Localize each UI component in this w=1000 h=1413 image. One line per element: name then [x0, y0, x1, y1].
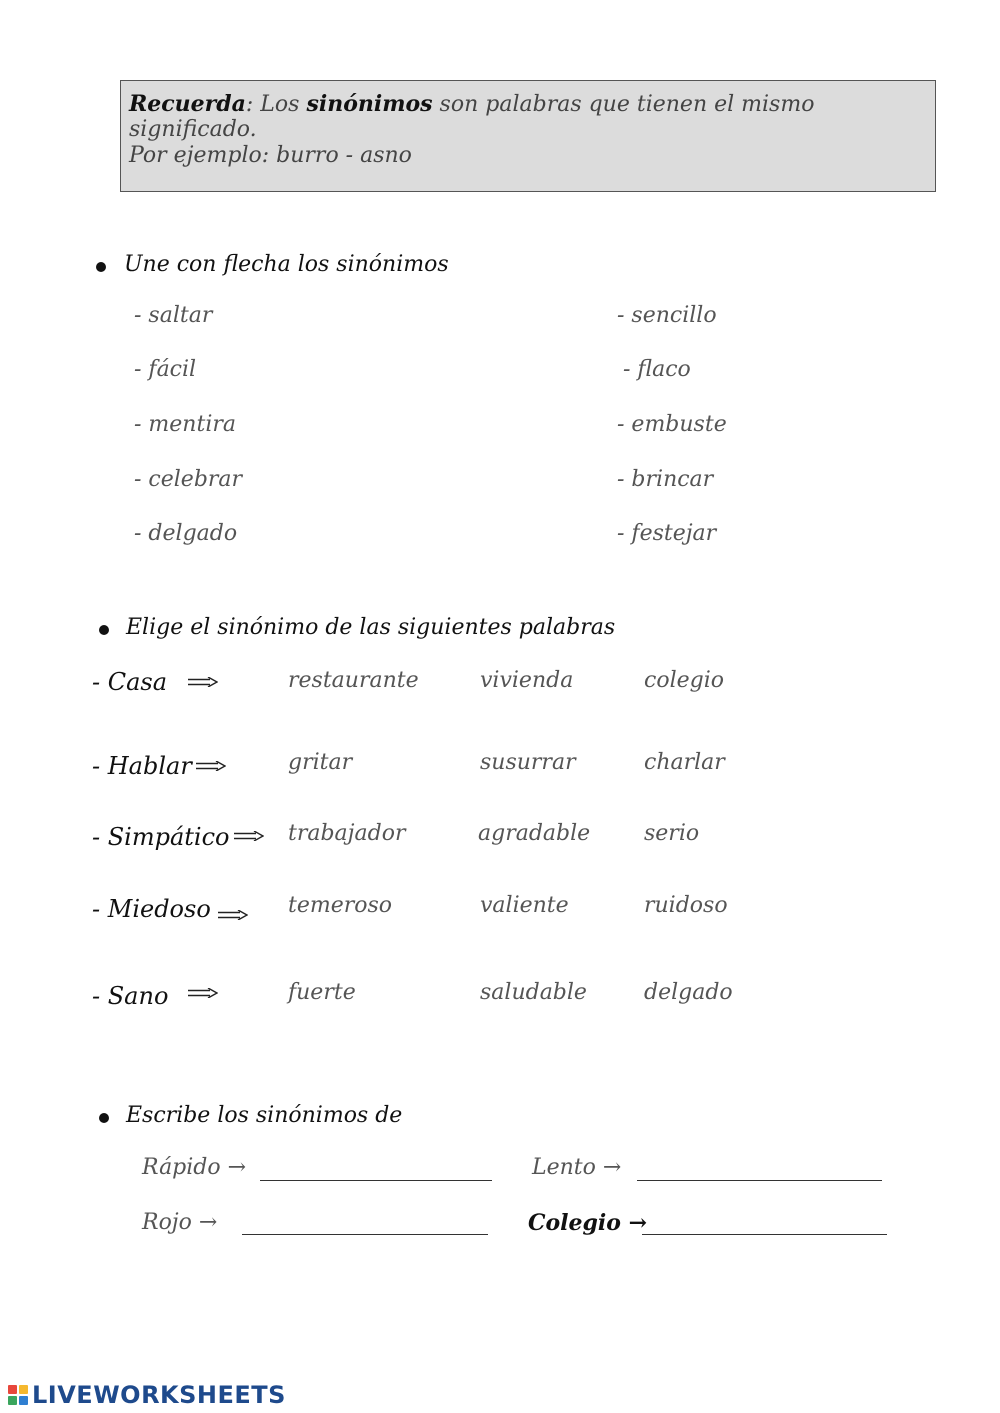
left-word-2[interactable]: - fácil: [134, 357, 197, 382]
option-4-1[interactable]: temeroso: [288, 893, 393, 918]
bullet-icon: [99, 1113, 109, 1123]
option-5-3[interactable]: delgado: [644, 980, 733, 1005]
logo-text: LIVEWORKSHEETS: [32, 1381, 286, 1409]
fill-label-lento: Lento →: [532, 1155, 622, 1180]
reminder-text-b: son palabras que tienen el mismo significado.: [129, 92, 815, 142]
bullet-icon: [96, 262, 106, 272]
fill-label-rapido: Rápido →: [142, 1155, 247, 1180]
double-arrow-icon: [188, 988, 218, 998]
choice-word-3: - Simpático: [92, 823, 230, 851]
right-word-5[interactable]: - festejar: [617, 521, 717, 546]
right-word-4[interactable]: - brincar: [617, 467, 714, 492]
option-3-1[interactable]: trabajador: [288, 821, 406, 846]
left-word-5[interactable]: - delgado: [134, 521, 238, 546]
liveworksheets-logo[interactable]: [8, 1380, 286, 1410]
logo-block: [8, 1385, 17, 1394]
reminder-example: Por ejemplo: burro - asno: [129, 143, 412, 168]
option-5-1[interactable]: fuerte: [288, 980, 356, 1005]
answer-line-rojo[interactable]: [242, 1234, 488, 1235]
option-1-1[interactable]: restaurante: [288, 668, 419, 693]
option-4-3[interactable]: ruidoso: [644, 893, 728, 918]
reminder-keyword: sinónimos: [306, 91, 433, 117]
double-arrow-icon: [196, 761, 226, 771]
logo-blocks-icon: [8, 1385, 28, 1405]
option-4-2[interactable]: valiente: [480, 893, 569, 918]
section3-heading: Escribe los sinónimos de: [126, 1103, 403, 1128]
answer-line-rapido[interactable]: [260, 1180, 492, 1181]
option-1-3[interactable]: colegio: [644, 668, 724, 693]
option-2-1[interactable]: gritar: [288, 750, 353, 775]
bullet-icon: [99, 625, 109, 635]
reminder-box: [120, 80, 936, 192]
option-3-3[interactable]: serio: [644, 821, 700, 846]
logo-block: [19, 1396, 28, 1405]
logo-block: [8, 1396, 17, 1405]
choice-word-4: - Miedoso: [92, 895, 211, 923]
answer-line-lento[interactable]: [637, 1180, 882, 1181]
reminder-text-a: : Los: [245, 92, 307, 117]
reminder-line-1: [129, 91, 935, 142]
logo-block: [19, 1385, 28, 1394]
right-word-1[interactable]: - sencillo: [617, 303, 717, 328]
double-arrow-icon: [218, 910, 248, 920]
right-word-2[interactable]: - flaco: [623, 357, 691, 382]
left-word-4[interactable]: - celebrar: [134, 467, 243, 492]
double-arrow-icon: [234, 831, 264, 841]
reminder-label: Recuerda: [129, 91, 246, 117]
double-arrow-icon: [188, 677, 218, 687]
choice-word-5: - Sano: [92, 982, 169, 1010]
right-word-3[interactable]: - embuste: [617, 412, 727, 437]
option-2-3[interactable]: charlar: [644, 750, 725, 775]
section2-heading: Elige el sinónimo de las siguientes palabras: [126, 615, 616, 640]
left-word-3[interactable]: - mentira: [134, 412, 236, 437]
choice-word-2: - Hablar: [92, 752, 192, 780]
option-3-2[interactable]: agradable: [478, 821, 591, 846]
fill-label-rojo: Rojo →: [142, 1210, 218, 1235]
answer-line-colegio[interactable]: [642, 1234, 887, 1235]
section1-heading: Une con flecha los sinónimos: [124, 252, 449, 277]
option-1-2[interactable]: vivienda: [480, 668, 574, 693]
fill-label-colegio: Colegio →: [528, 1210, 648, 1236]
left-word-1[interactable]: - saltar: [134, 303, 213, 328]
option-5-2[interactable]: saludable: [480, 980, 587, 1005]
choice-word-1: - Casa: [92, 668, 168, 696]
option-2-2[interactable]: susurrar: [480, 750, 576, 775]
